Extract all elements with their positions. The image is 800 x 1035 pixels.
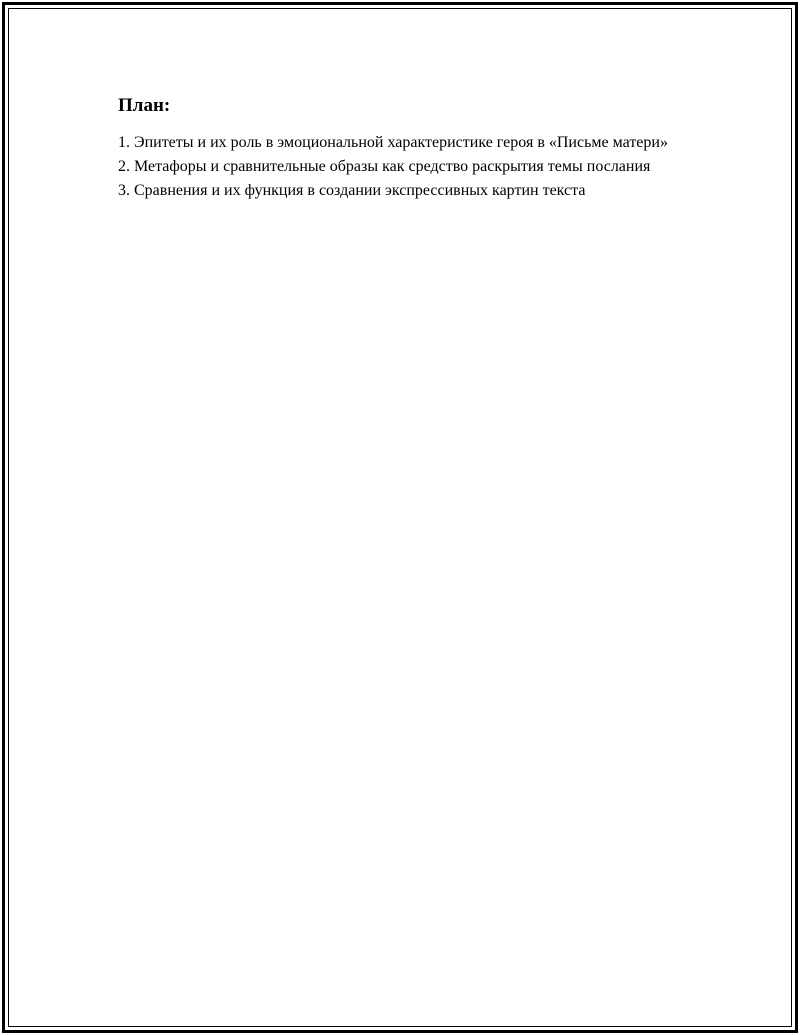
document-body bbox=[118, 93, 718, 203]
plan-item-1: 1. Эпитеты и их роль в эмоциональной характеристике героя в «Письме матери» bbox=[118, 134, 668, 151]
plan-item-3: 3. Сравнения и их функция в создании экспрессивных картин текста bbox=[118, 182, 586, 199]
plan-list bbox=[118, 131, 718, 203]
plan-heading: План: bbox=[118, 95, 171, 116]
plan-item-2: 2. Метафоры и сравнительные образы как средство раскрытия темы послания bbox=[118, 158, 651, 175]
